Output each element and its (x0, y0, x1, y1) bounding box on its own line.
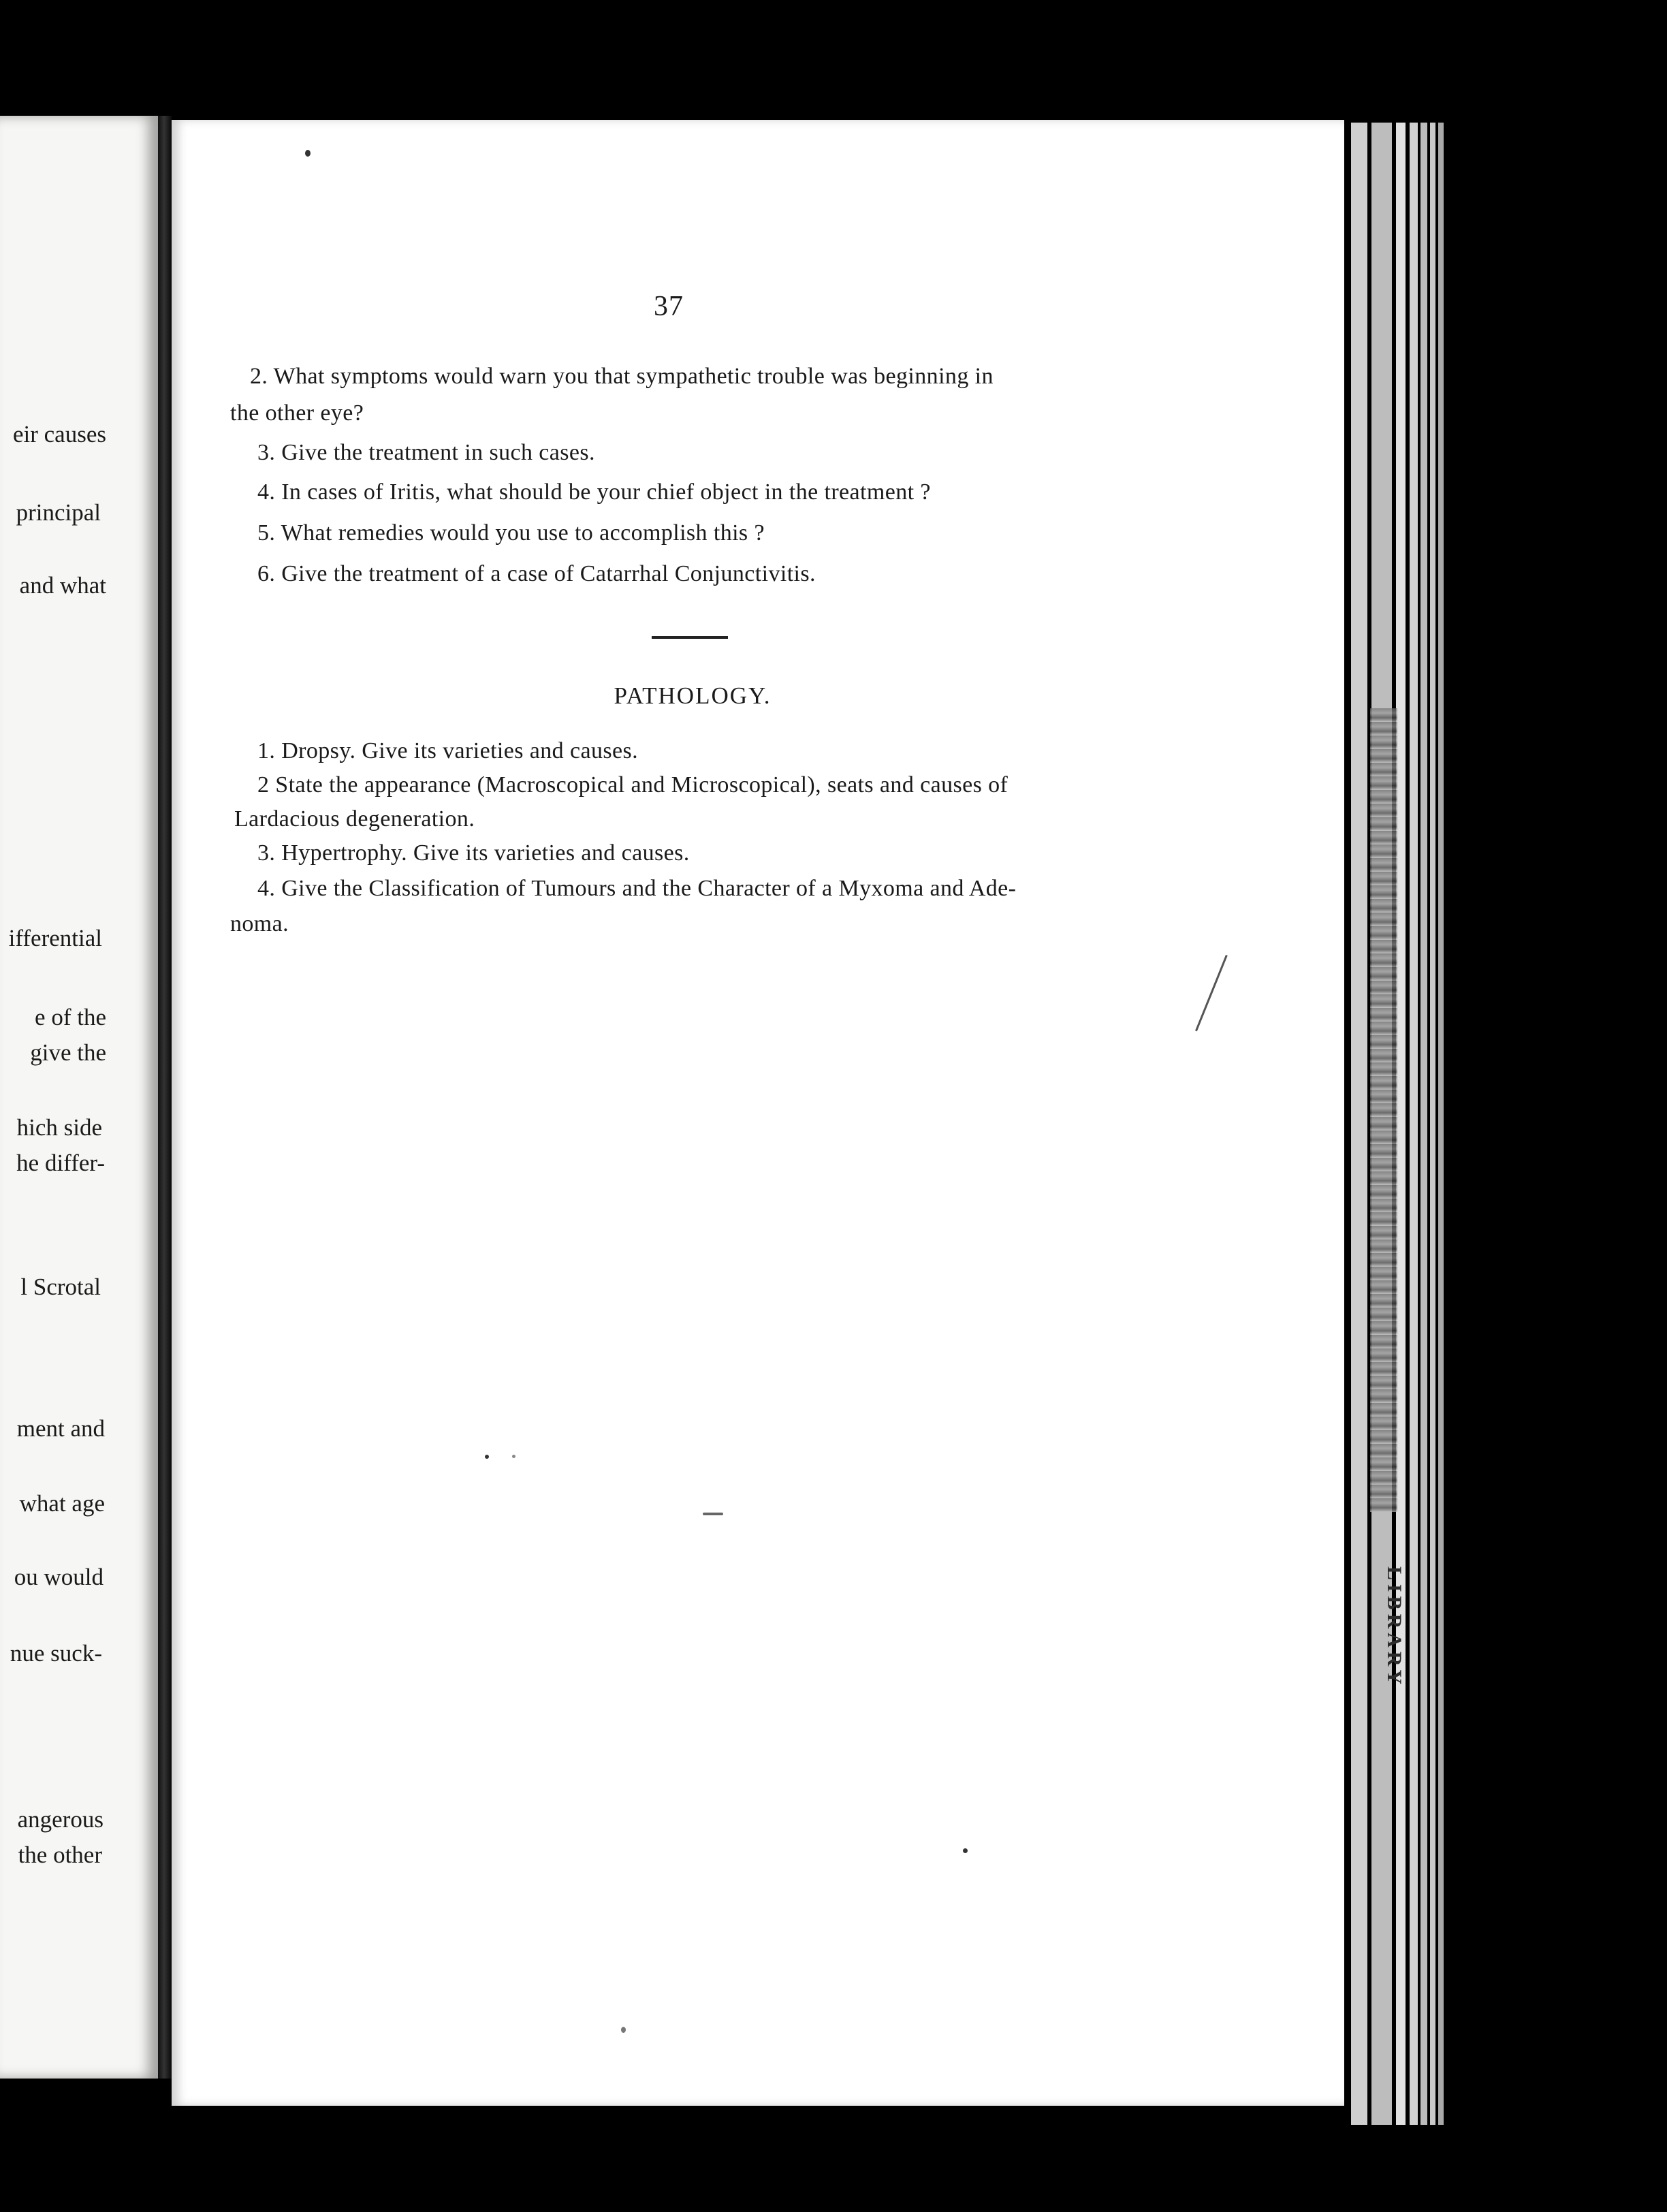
question-line: 6. Give the treatment of a case of Catarrhal Conjunctivitis. (257, 561, 816, 586)
paper-speck (963, 1848, 968, 1853)
page-edge (1351, 123, 1367, 2125)
paper-speck (621, 2027, 626, 2033)
question-line: 4. In cases of Iritis, what should be your chief object in the treatment ? (257, 479, 931, 505)
page-edge-stack (1344, 123, 1494, 2125)
left-page-fragment: eir causes (12, 421, 106, 447)
question-line: Lardacious degeneration. (234, 806, 475, 832)
left-page-fragment: the other (18, 1842, 102, 1868)
paper-speck (512, 1455, 515, 1458)
question-line: 2 State the appearance (Macroscopical and Microscopical), seats and causes of (257, 772, 1009, 797)
book-page (172, 120, 1344, 2106)
page-edge (1438, 123, 1444, 2125)
question-line: 4. Give the Classification of Tumours and the Character of a Myxoma and Ade- (257, 876, 1017, 901)
paper-speck (485, 1455, 489, 1459)
left-page (0, 116, 158, 2079)
question-line: 1. Dropsy. Give its varieties and causes. (257, 738, 639, 763)
page-number: 37 (654, 291, 684, 322)
question-line: 2. What symptoms would warn you that sympathetic trouble was beginning in (250, 364, 994, 389)
left-page-fragment: principal (16, 499, 101, 526)
left-page-fragment: ou would (14, 1564, 104, 1590)
left-page-fragment: l Scrotal (20, 1274, 101, 1300)
question-line: noma. (230, 911, 289, 936)
left-page-fragment: e of the (35, 1004, 106, 1030)
left-page-fragment: what age (19, 1490, 105, 1517)
page-edge (1396, 123, 1406, 2125)
left-page-fragment: ment and (16, 1415, 105, 1442)
page-edge (1420, 123, 1427, 2125)
left-page-fragment: give the (30, 1039, 106, 1066)
paper-speck (305, 150, 311, 157)
page-edge (1430, 123, 1435, 2125)
left-page-fragment: and what (19, 572, 106, 599)
library-stamp-mark (1370, 708, 1397, 1512)
page-edge (1410, 123, 1418, 2125)
question-line: 3. Give the treatment in such cases. (257, 440, 595, 465)
left-page-fragment: he differ- (16, 1150, 105, 1176)
question-line: 5. What remedies would you use to accomplish this ? (257, 520, 765, 546)
left-page-fragment: hich side (16, 1114, 102, 1141)
book-gutter (158, 116, 172, 2079)
left-page-fragment: ifferential (8, 925, 102, 951)
paper-speck (703, 1513, 723, 1515)
section-heading: PATHOLOGY. (614, 682, 772, 709)
left-page-fragment: nue suck- (10, 1640, 102, 1666)
section-divider (652, 636, 728, 639)
question-line: 3. Hypertrophy. Give its varieties and causes. (257, 840, 690, 866)
paper-scratch (1195, 955, 1228, 1031)
question-line: the other eye? (230, 400, 364, 426)
library-stamp-text: LIBRARY (1383, 1566, 1406, 1689)
left-page-fragment: angerous (17, 1806, 104, 1833)
